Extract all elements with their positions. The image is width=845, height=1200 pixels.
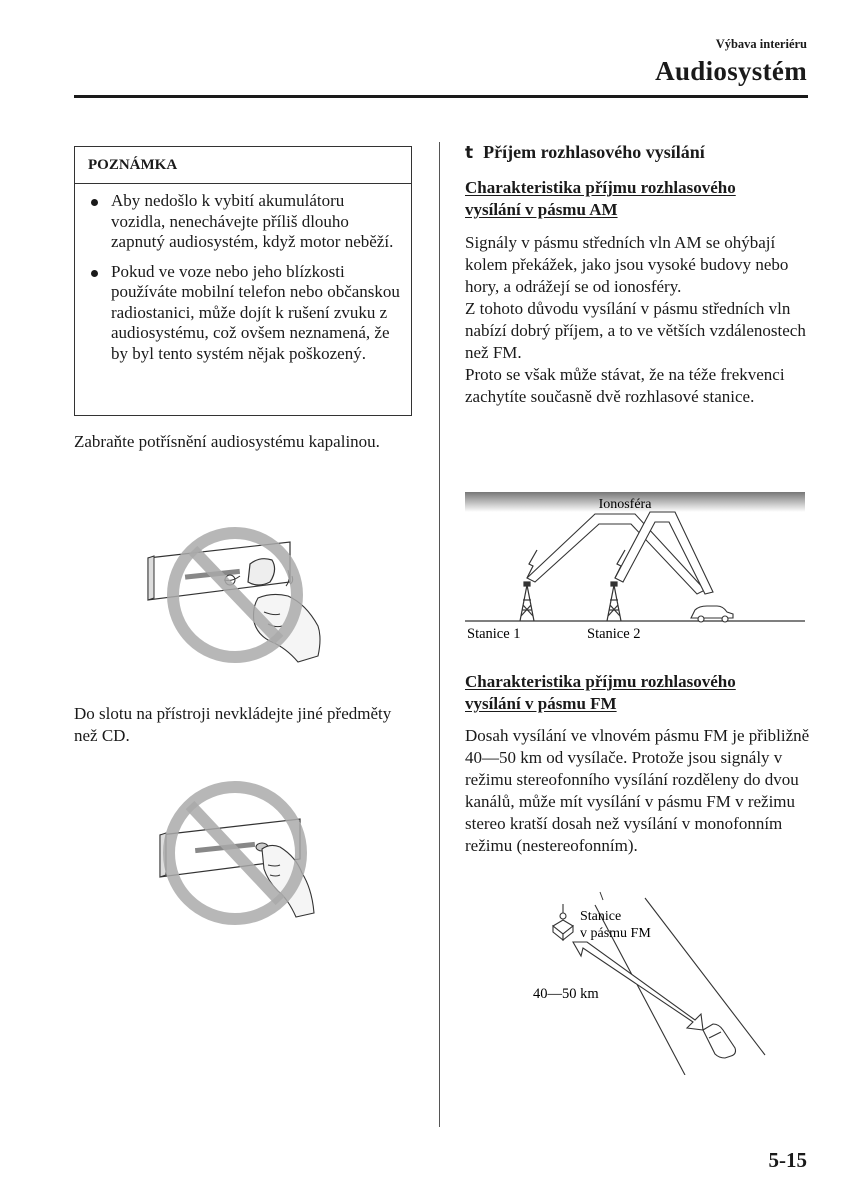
note-separator	[75, 183, 411, 184]
note-item: Aby nedošlo k vybití akumulátoru vozidla, nenechávejte příliš dlouho zapnutý audiosystém, když motor neběží.	[89, 191, 401, 253]
paragraph-cd-slot-warning: Do slotu na přístroji nevkládejte jiné předměty než CD.	[74, 704, 392, 745]
fm-reception-diagram	[525, 890, 775, 1075]
fm-heading: Charakteristika příjmu rozhlasového vysílání v pásmu FM	[465, 672, 736, 713]
fm-distance-label: 40—50 km	[533, 986, 599, 1002]
section-label: Výbava interiéru	[715, 37, 807, 51]
am-heading: Charakteristika příjmu rozhlasového vysílání v pásmu AM	[465, 178, 736, 219]
fm-description: Dosah vysílání ve vlnovém pásmu FM je přibližně 40—50 km od vysílače. Protože jsou signály v režimu stereofonního vysílání rozděleny do dvou kanálů, může mít vysílání v pásmu FM v režimu stereo kratší dosah než vysílání v monofonním režimu (nestereofonním).	[465, 726, 810, 855]
radio-reception-heading	[465, 142, 810, 163]
header-rule	[74, 95, 808, 98]
note-title: POZNÁMKA	[88, 157, 178, 173]
station-1-label: Stanice 1	[467, 626, 521, 642]
note-item: Pokud ve voze nebo jeho blízkosti používáte mobilní telefon nebo občanskou radiostanici, může dojít k rušení zvuku z audiosystému, což ovšem neznamená, že by byl tento systém nějak poškozený.	[89, 262, 401, 365]
fm-car-icon	[703, 1024, 736, 1058]
paragraph-liquid-warning: Zabraňte potřísnění audiosystému kapalinou.	[74, 432, 380, 451]
fm-station-label-1: Stanice	[580, 909, 622, 924]
fm-station-label-2: v pásmu FM	[580, 926, 651, 941]
am-reception-diagram	[465, 490, 805, 650]
radio-reception-title: Příjem rozhlasového vysílání	[483, 142, 705, 162]
note-box	[74, 146, 412, 416]
car-icon	[691, 606, 733, 622]
ionosphere-label: Ionosféra	[598, 497, 652, 512]
tower-1-icon	[520, 582, 534, 621]
no-foreign-objects-illustration	[150, 775, 340, 925]
section-marker: t	[465, 143, 474, 163]
am-description: Signály v pásmu středních vln AM se ohýbají kolem překážek, jako jsou vysoké budovy nebo hory, a odrážejí se od ionosféry. Z tohoto důvodu vysílání v pásmu středních vln nabízí dobrý příjem, a to ve větších vzdálenostech než FM. Proto se však může stávat, že na téže frekvenci zachytíte současně dvě rozhlasové stanice.	[465, 233, 806, 406]
fm-station-icon	[553, 904, 573, 940]
column-divider	[439, 142, 440, 1127]
no-liquid-illustration	[140, 520, 340, 670]
note-list	[89, 191, 401, 373]
tower-2-icon	[607, 582, 621, 621]
page-number: 5-15	[768, 1148, 807, 1172]
station-2-label: Stanice 2	[587, 626, 641, 642]
page-title: Audiosystém	[655, 56, 807, 86]
